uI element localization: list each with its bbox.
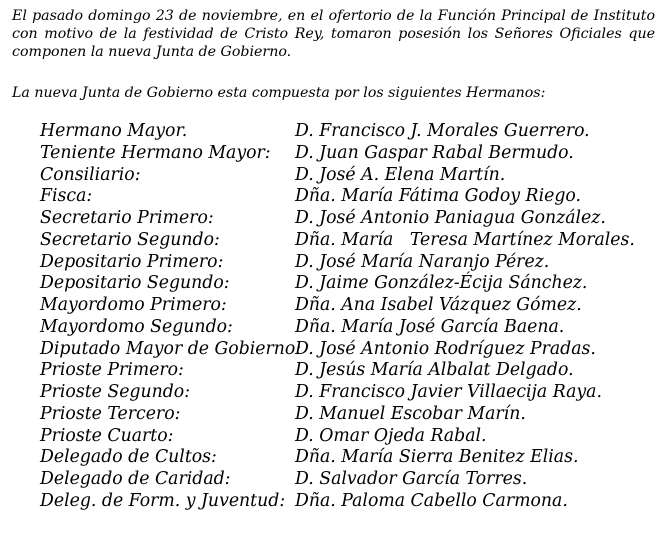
member-name: D. José Antonio Rodríguez Pradas. bbox=[295, 338, 596, 359]
roster-row bbox=[40, 165, 660, 187]
member-name: Dña. Ana Isabel Vázquez Gómez. bbox=[295, 295, 582, 315]
member-name: D. Juan Gaspar Rabal Bermudo. bbox=[295, 142, 574, 163]
role-label: Teniente Hermano Mayor: bbox=[40, 142, 271, 163]
member-name: D. José A. Elena Martín. bbox=[295, 164, 506, 185]
member-name: Dña. María Fátima Godoy Riego. bbox=[295, 186, 581, 207]
board-roster bbox=[40, 121, 660, 513]
roster-row bbox=[40, 252, 660, 274]
member-name: Dña. María Teresa Martínez Morales. bbox=[295, 229, 635, 250]
role-label: Diputado Mayor de Gobierno: bbox=[40, 338, 302, 359]
intro-paragraph: El pasado domingo 23 de noviembre, en el ofertorio de la Función Principal de Instituto con motivo de la festividad de Cristo Rey, tomaron posesión los Señores Oficiales que componen la nueva Junta de Gobierno. bbox=[12, 8, 655, 60]
member-name: D. José María Naranjo Pérez. bbox=[295, 251, 550, 272]
roster-row bbox=[40, 186, 660, 208]
roster-row bbox=[40, 317, 660, 339]
member-name: Dña. María José García Baena. bbox=[295, 316, 565, 337]
roster-row bbox=[40, 447, 660, 469]
roster-row bbox=[40, 426, 660, 448]
role-label: Prioste Segundo: bbox=[40, 382, 191, 402]
roster-row bbox=[40, 230, 660, 252]
member-name: D. Francisco Javier Villaecija Raya. bbox=[295, 382, 602, 402]
role-label: Prioste Tercero: bbox=[40, 403, 181, 424]
role-label: Depositario Segundo: bbox=[40, 273, 230, 294]
roster-row bbox=[40, 121, 660, 143]
roster-row bbox=[40, 273, 660, 295]
role-label: Deleg. de Form. y Juventud: bbox=[40, 490, 286, 511]
role-label: Hermano Mayor. bbox=[40, 121, 188, 141]
roster-row bbox=[40, 295, 660, 317]
member-name: Dña. María Sierra Benitez Elias. bbox=[295, 447, 579, 468]
role-label: Prioste Cuarto: bbox=[40, 425, 174, 446]
roster-row bbox=[40, 491, 660, 513]
role-label: Delegado de Caridad: bbox=[40, 469, 231, 489]
role-label: Fisca: bbox=[40, 186, 93, 207]
member-name: D. Jesús María Albalat Delgado. bbox=[295, 360, 574, 381]
member-name: D. Francisco J. Morales Guerrero. bbox=[295, 121, 590, 141]
roster-row bbox=[40, 469, 660, 491]
member-name: D. Manuel Escobar Marín. bbox=[295, 403, 526, 424]
role-label: Depositario Primero: bbox=[40, 251, 224, 272]
member-name: Dña. Paloma Cabello Carmona. bbox=[295, 490, 568, 511]
role-label: Consiliario: bbox=[40, 164, 141, 185]
roster-row bbox=[40, 208, 660, 230]
role-label: Secretario Primero: bbox=[40, 208, 214, 228]
member-name: D. Jaime González-Écija Sánchez. bbox=[295, 273, 588, 294]
role-label: Secretario Segundo: bbox=[40, 229, 220, 250]
roster-row bbox=[40, 382, 660, 404]
member-name: D. Salvador García Torres. bbox=[295, 469, 528, 489]
roster-row bbox=[40, 360, 660, 382]
roster-row bbox=[40, 339, 660, 361]
role-label: Prioste Primero: bbox=[40, 360, 184, 381]
roster-row bbox=[40, 404, 660, 426]
roster-row bbox=[40, 143, 660, 165]
member-name: D. Omar Ojeda Rabal. bbox=[295, 425, 487, 446]
role-label: Mayordomo Primero: bbox=[40, 295, 227, 315]
board-subheading: La nueva Junta de Gobierno esta compuesta por los siguientes Hermanos: bbox=[12, 85, 546, 101]
role-label: Delegado de Cultos: bbox=[40, 447, 217, 468]
member-name: D. José Antonio Paniagua González. bbox=[295, 208, 606, 228]
role-label: Mayordomo Segundo: bbox=[40, 316, 233, 337]
